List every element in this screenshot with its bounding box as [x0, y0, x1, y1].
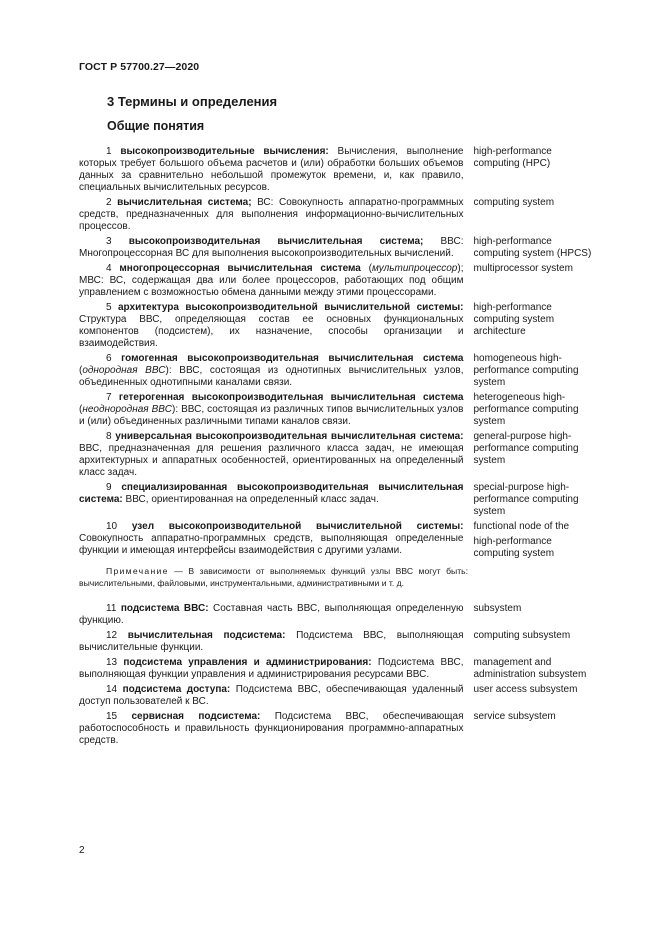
- term-number: 11: [106, 603, 117, 614]
- term-name: подсистема управления и администрирования:: [123, 657, 372, 668]
- english-equivalent: [473, 146, 599, 194]
- term-number: 15: [106, 711, 118, 722]
- term-text: Подсистема ВВС, выполняющая функции управления и администрирования ресурсами ВВС.: [79, 657, 464, 680]
- english-term: general-purpose high-performance computing system: [473, 431, 579, 466]
- term-text: ; МВС: ВС, содержащая два или более процессоров, работающих под общим управлением с возможностью обмена данными между этими процессорами.: [79, 263, 464, 298]
- english-term: functional node of the: [473, 521, 570, 532]
- english-term: high-performance computing system architecture: [473, 302, 555, 337]
- term-name: высокопроизводительные вычисления:: [120, 146, 329, 157]
- term-name: многопроцессорная вычислительная система: [119, 263, 361, 274]
- english-term: subsystem: [473, 603, 522, 614]
- english-term: high-performance computing system: [473, 536, 555, 559]
- term-text: ВВС, предназначенная для решения различного класса задач, не имеющая архитектурных и аппаратных особенностей, ориентированных на определенный класс задач.: [79, 443, 464, 478]
- term-definition: [79, 630, 463, 654]
- english-equivalent: [473, 392, 599, 428]
- term-number: 3: [106, 236, 112, 247]
- english-term: special-purpose high-performance computing system: [473, 482, 579, 517]
- term-entry: [79, 630, 599, 654]
- term-text: Совокупность аппаратно-программных средств, выполняющая определенные функции и имеющая интерфейсы взаимодействия с другими узлами.: [79, 533, 464, 556]
- term-entry: [79, 482, 599, 518]
- term-text: ВВС: Многопроцессорная ВС для выполнения высокопроизводительных вычислений.: [79, 236, 464, 259]
- term-entry: [79, 236, 599, 260]
- note-text: — В зависимости от выполняемых функций узлы ВВС могут быть: вычислительными, файловыми, инструментальными, административными и т. д.: [79, 566, 468, 588]
- term-name: вычислительная подсистема:: [127, 630, 286, 641]
- term-definition: [79, 603, 463, 627]
- term-number: 10: [106, 521, 118, 532]
- term-name: подсистема доступа:: [122, 684, 231, 695]
- terms-list: [79, 146, 599, 750]
- section-title: 3 Термины и определения: [107, 94, 278, 109]
- term-definition: [79, 482, 463, 518]
- term-number: 7: [106, 392, 112, 403]
- note-label: Примечание: [106, 566, 169, 576]
- page-number: 2: [79, 845, 85, 856]
- term-entry: [79, 521, 599, 560]
- english-term: service subsystem: [473, 711, 556, 722]
- term-text: ВВС, ориентированная на определенный класс задач.: [125, 494, 379, 505]
- term-name: высокопроизводительная вычислительная система;: [128, 236, 424, 247]
- english-equivalent: [473, 521, 599, 560]
- english-equivalent: [473, 711, 599, 747]
- english-term: computing system: [473, 197, 555, 208]
- term-definition: 7 гетерогенная высокопроизводительная вычислительная система (неоднородная ВВС): ВВС, состоящая из различных типов вычислительных узлов и (или) объединенных различными типами каналов связи.: [79, 392, 464, 427]
- term-number: 6: [106, 353, 112, 364]
- term-number: 5: [106, 302, 112, 313]
- english-term: high-performance computing (HPC): [473, 146, 552, 169]
- term-entry: [79, 603, 599, 627]
- english-term: heterogeneous high-performance computing system: [473, 392, 579, 427]
- term-entry: [79, 146, 599, 194]
- english-equivalent: [473, 236, 599, 260]
- term-name: гетерогенная высокопроизводительная вычислительная система: [118, 392, 464, 403]
- term-synonym: мультипроцессор: [372, 263, 458, 274]
- english-equivalent: [473, 197, 599, 233]
- term-definition: [79, 236, 463, 260]
- term-definition: 4 многопроцессорная вычислительная система (мультипроцессор); МВС: ВС, содержащая два или более процессоров, работающих под общим управлением с возможностью обмена данными между этими процессорами.: [79, 263, 464, 298]
- term-number: 2: [106, 197, 112, 208]
- term-name: сервисная подсистема:: [131, 711, 261, 722]
- term-entry: [79, 711, 599, 747]
- term-text: Подсистема ВВС, обеспечивающая удаленный доступ пользователей к ВС.: [79, 684, 464, 707]
- term-number: 4: [106, 263, 112, 274]
- term-text: ВС: Совокупность аппаратно-программных средств, предназначенных для выполнения информационно-вычислительных процессов.: [79, 197, 464, 232]
- term-number: 13: [106, 657, 118, 668]
- note: [79, 566, 468, 589]
- term-text: Вычисления, выполнение которых требует большого объема расчетов и (или) обработки больших объемов данных за сравнительно небольшой промежуток времени, и, как правило, специальных вычислительных ресурсов.: [79, 146, 464, 193]
- term-number: 12: [106, 630, 118, 641]
- term-name: подсистема ВВС:: [120, 603, 209, 614]
- english-term: computing subsystem: [473, 630, 571, 641]
- english-term: high-performance computing system (HPCS): [473, 236, 592, 259]
- term-definition: [79, 302, 463, 350]
- term-text: Составная часть ВВС, выполняющая определенную функцию.: [79, 603, 464, 626]
- term-name: архитектура высокопроизводительной вычислительной системы:: [117, 302, 464, 313]
- term-entry: [79, 263, 599, 299]
- term-definition: [79, 146, 463, 194]
- english-equivalent: [473, 657, 599, 681]
- english-equivalent: [473, 302, 599, 350]
- term-number: 9: [106, 482, 112, 493]
- term-entry: [79, 302, 599, 350]
- term-text: : ВВС, состоящая из различных типов вычислительных узлов и (или) объединенных различными типами каналов связи.: [79, 404, 464, 427]
- term-number: 8: [106, 431, 112, 442]
- term-entry: [79, 353, 599, 389]
- term-name: универсальная высокопроизводительная вычислительная система:: [115, 431, 464, 442]
- term-definition: [79, 431, 463, 479]
- term-entry: [79, 392, 599, 428]
- term-entry: [79, 684, 599, 708]
- english-term: homogeneous high-performance computing system: [473, 353, 579, 388]
- term-name: узел высокопроизводительной вычислительной системы:: [131, 521, 464, 532]
- term-synonym: неоднородная ВВС: [82, 404, 172, 415]
- term-text: : ВВС, состоящая из однотипных вычислительных узлов, объединенных однотипными каналами связи.: [79, 365, 464, 388]
- term-number: 14: [106, 684, 118, 695]
- term-definition: [79, 197, 463, 233]
- english-term: user access subsystem: [473, 684, 578, 695]
- english-equivalent: [473, 630, 599, 654]
- term-entry: [79, 197, 599, 233]
- term-definition: [79, 711, 463, 747]
- english-equivalent: [473, 482, 599, 518]
- term-text: Подсистема ВВС, выполняющая вычислительные функции.: [79, 630, 464, 653]
- term-name: гомогенная высокопроизводительная вычислительная система: [121, 353, 464, 364]
- english-term: management and administration subsystem: [473, 657, 587, 680]
- english-equivalent: [473, 603, 599, 627]
- term-name: вычислительная система;: [117, 197, 252, 208]
- standard-header: ГОСТ Р 57700.27—2020: [79, 61, 200, 73]
- english-equivalent: [473, 431, 599, 479]
- term-name: специализированная высокопроизводительная вычислительная система:: [79, 482, 464, 505]
- english-equivalent: [473, 263, 599, 299]
- section-subtitle: Общие понятия: [107, 119, 205, 133]
- english-equivalent: [473, 353, 599, 389]
- term-definition: [79, 684, 463, 708]
- term-text: Подсистема ВВС, обеспечивающая работоспособность и правильность функционирования программно-аппаратных средств.: [79, 711, 464, 746]
- term-definition: [79, 657, 463, 681]
- term-synonym: однородная ВВС: [82, 365, 166, 376]
- term-entry: [79, 431, 599, 479]
- term-definition: 6 гомогенная высокопроизводительная вычислительная система (однородная ВВС): ВВС, состоящая из однотипных вычислительных узлов, объединенных однотипными каналами связи.: [79, 353, 464, 388]
- term-text: Структура ВВС, определяющая состав ее основных функциональных компонентов (подсистем), их назначение, способы организации и взаимодействия.: [79, 314, 464, 349]
- term-definition: [79, 521, 463, 560]
- term-entry: [79, 657, 599, 681]
- english-equivalent: [473, 684, 599, 708]
- english-term: multiprocessor system: [473, 263, 573, 274]
- term-number: 1: [106, 146, 112, 157]
